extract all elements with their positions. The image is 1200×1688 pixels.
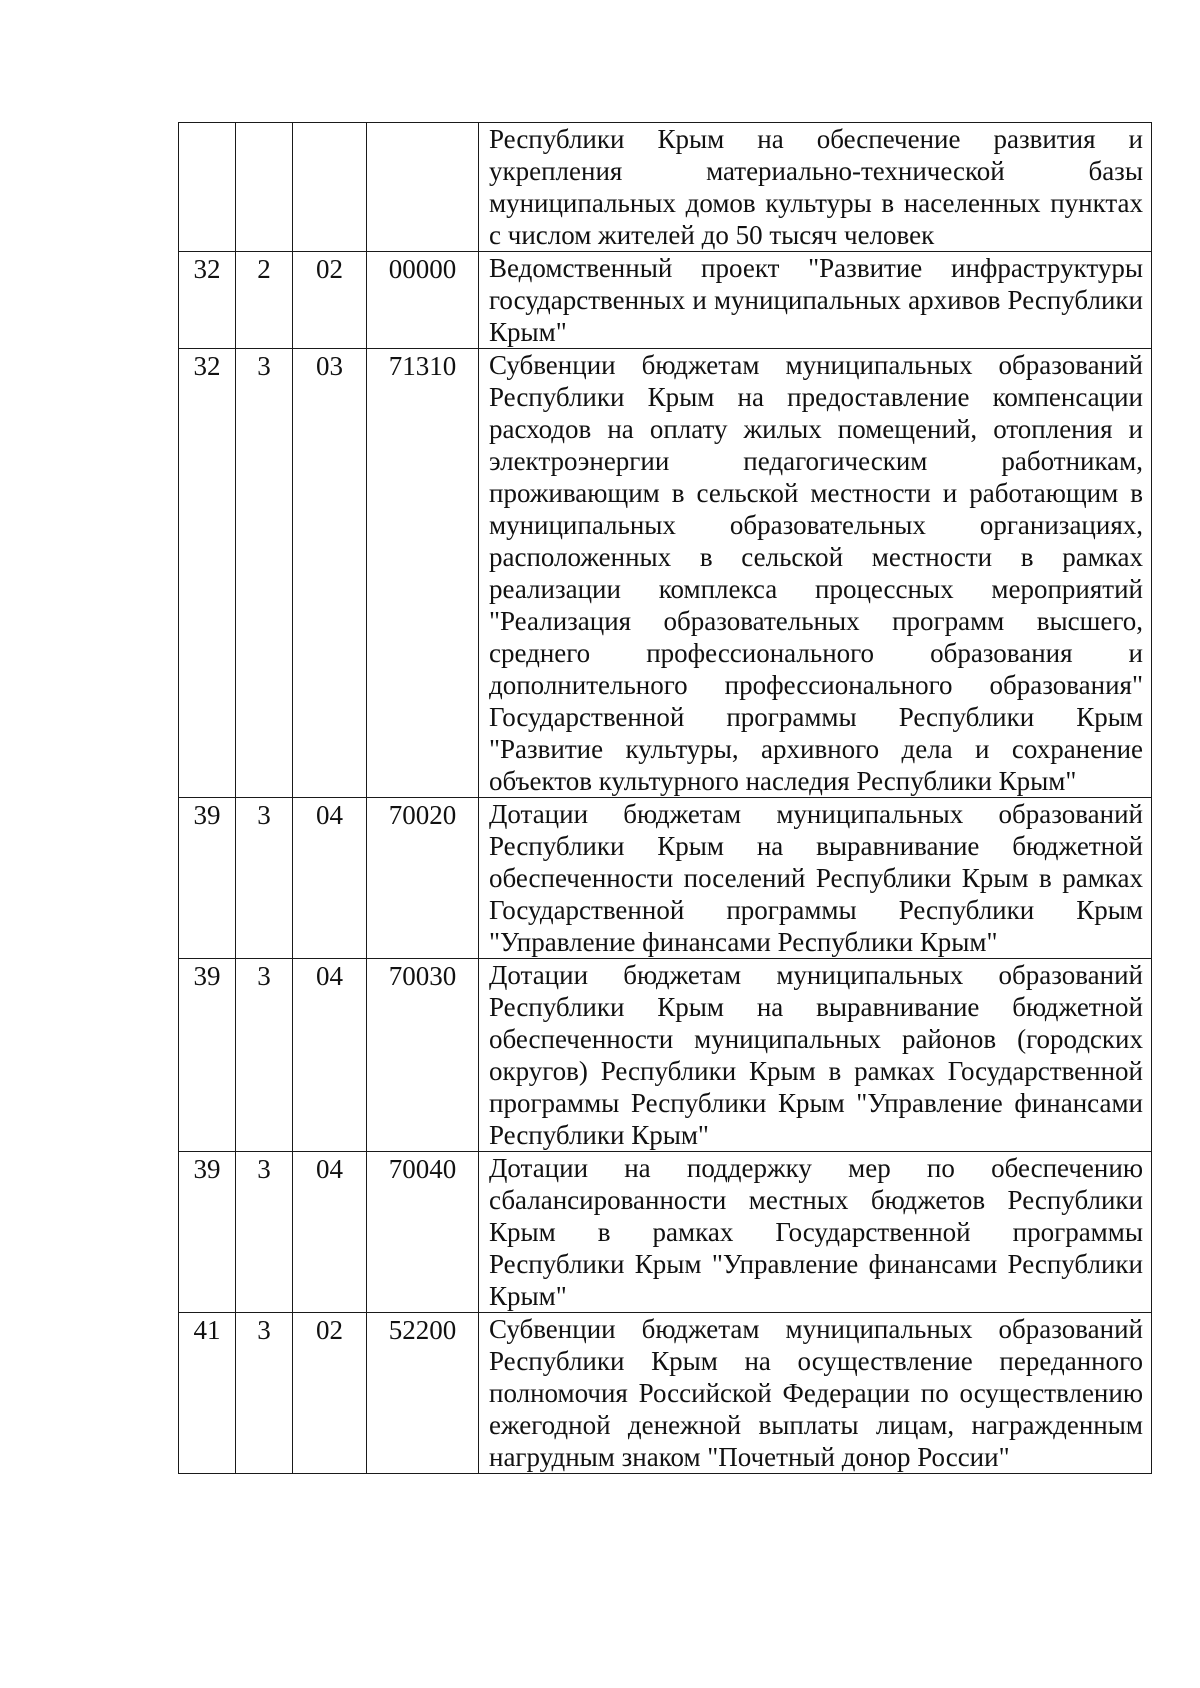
description-cell: Дотации бюджетам муниципальных образований Республики Крым на выравнивание бюджетной обеспеченности поселений Республики Крым в рамках Государственной программы Республики Крым "Управление финансами Республики Крым" <box>479 798 1152 959</box>
subprogram-type-cell <box>236 123 293 252</box>
structural-element-cell <box>293 123 367 252</box>
program-code-cell: 41 <box>179 1313 236 1474</box>
description-cell: Дотации бюджетам муниципальных образований Республики Крым на выравнивание бюджетной обеспеченности муниципальных районов (городских округов) Республики Крым в рамках Государственной программы Республики Крым "Управление финансами Республики Крым" <box>479 959 1152 1152</box>
structural-element-cell: 04 <box>293 1152 367 1313</box>
description-cell: Дотации на поддержку мер по обеспечению сбалансированности местных бюджетов Республики Крым в рамках Государственной программы Республики Крым "Управление финансами Республики Крым" <box>479 1152 1152 1313</box>
program-code-cell: 39 <box>179 959 236 1152</box>
table-row <box>179 1313 1152 1474</box>
table-row <box>179 123 1152 252</box>
direction-code-cell: 70020 <box>367 798 479 959</box>
subprogram-type-cell: 3 <box>236 349 293 798</box>
table-row <box>179 798 1152 959</box>
structural-element-cell: 04 <box>293 798 367 959</box>
direction-code-cell: 52200 <box>367 1313 479 1474</box>
structural-element-cell: 03 <box>293 349 367 798</box>
program-code-cell <box>179 123 236 252</box>
program-code-cell: 32 <box>179 252 236 349</box>
budget-code-table <box>178 122 1152 1474</box>
structural-element-cell: 02 <box>293 252 367 349</box>
direction-code-cell <box>367 123 479 252</box>
structural-element-cell: 04 <box>293 959 367 1152</box>
description-cell: Субвенции бюджетам муниципальных образований Республики Крым на осуществление переданного полномочия Российской Федерации по осуществлению ежегодной денежной выплаты лицам, награжденным нагрудным знаком "Почетный донор России" <box>479 1313 1152 1474</box>
table-row <box>179 1152 1152 1313</box>
direction-code-cell: 71310 <box>367 349 479 798</box>
subprogram-type-cell: 3 <box>236 1313 293 1474</box>
direction-code-cell: 70040 <box>367 1152 479 1313</box>
description-cell: Республики Крым на обеспечение развития и укрепления материально-технической базы муниципальных домов культуры в населенных пунктах с числом жителей до 50 тысяч человек <box>479 123 1152 252</box>
subprogram-type-cell: 3 <box>236 1152 293 1313</box>
table-row <box>179 252 1152 349</box>
description-cell: Субвенции бюджетам муниципальных образований Республики Крым на предоставление компенсации расходов на оплату жилых помещений, отопления и электроэнергии педагогическим работникам, проживающим в сельской местности и работающим в муниципальных образовательных организациях, расположенных в сельской местности в рамках реализации комплекса процессных мероприятий "Реализация образовательных программ высшего, среднего профессионального образования и дополнительного профессионального образования" Государственной программы Республики Крым "Развитие культуры, архивного дела и сохранение объектов культурного наследия Республики Крым" <box>479 349 1152 798</box>
table-row <box>179 959 1152 1152</box>
program-code-cell: 39 <box>179 798 236 959</box>
structural-element-cell: 02 <box>293 1313 367 1474</box>
direction-code-cell: 00000 <box>367 252 479 349</box>
direction-code-cell: 70030 <box>367 959 479 1152</box>
description-cell: Ведомственный проект "Развитие инфраструктуры государственных и муниципальных архивов Республики Крым" <box>479 252 1152 349</box>
table-row <box>179 349 1152 798</box>
subprogram-type-cell: 3 <box>236 798 293 959</box>
subprogram-type-cell: 2 <box>236 252 293 349</box>
subprogram-type-cell: 3 <box>236 959 293 1152</box>
program-code-cell: 32 <box>179 349 236 798</box>
program-code-cell: 39 <box>179 1152 236 1313</box>
